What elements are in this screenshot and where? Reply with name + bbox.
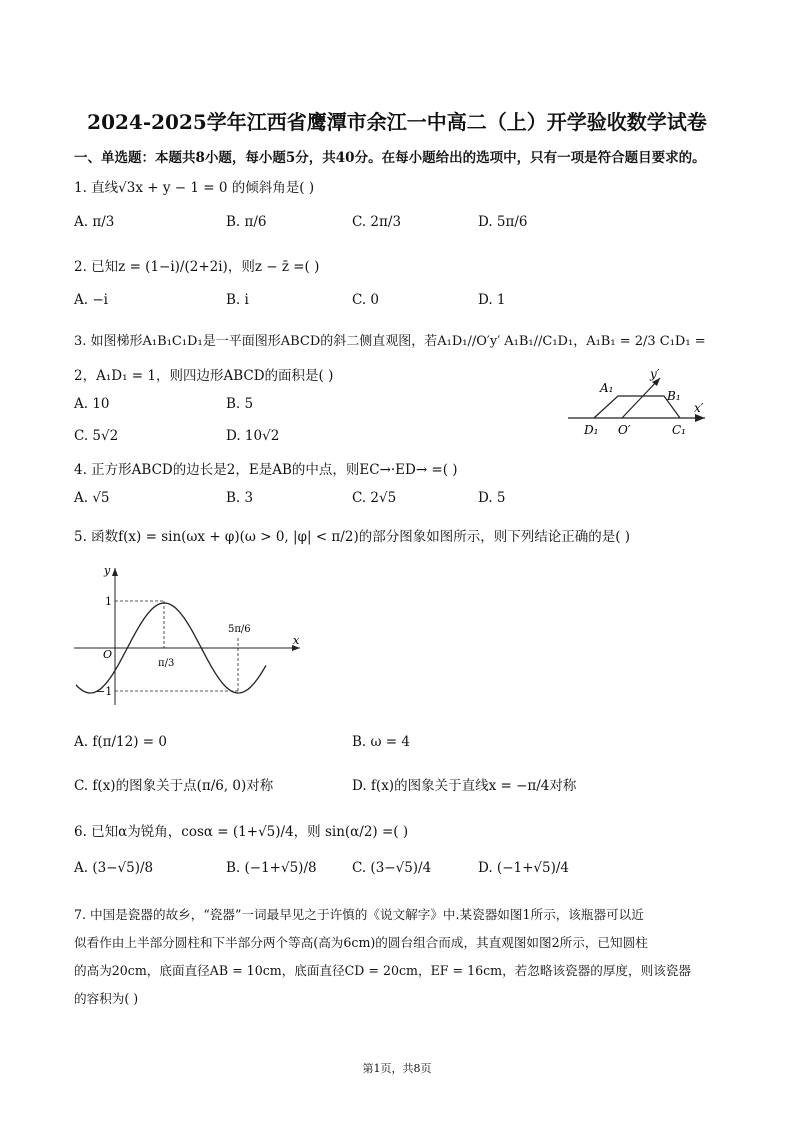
x-axis-label: x xyxy=(293,634,300,647)
q2-option-b: B. i xyxy=(226,292,249,308)
question-7-line4: 的容积为( ) xyxy=(74,991,139,1006)
question-2-stem: 2. 已知z = (1−i)/(2+2i)，则z − z̄ =( ) xyxy=(74,259,320,275)
q6-option-a: A. (3−√5)/8 xyxy=(74,860,154,876)
q4-option-b: B. 3 xyxy=(226,490,254,506)
label-y-prime: y′ xyxy=(650,367,660,381)
section-heading: 一、单选题：本题共8小题，每小题5分，共40分。在每小题给出的选项中，只有一项是符合题目要求的。 xyxy=(74,150,706,166)
label-x-prime: x′ xyxy=(694,401,704,415)
question-5-stem: 5. 函数f(x) = sin(ωx + φ)(ω > 0, |φ| < π/2)的部分图象如图所示，则下列结论正确的是( ) xyxy=(74,529,631,545)
q1-option-b: B. π/6 xyxy=(226,214,267,230)
q3-option-d: D. 10√2 xyxy=(226,428,280,444)
sine-graph-figure xyxy=(68,560,308,710)
question-6-stem: 6. 已知α为锐角，cosα = (1+√5)/4，则 sin(α/2) =( ) xyxy=(74,824,409,840)
q5-option-d: D. f(x)的图象关于直线x = −π/4对称 xyxy=(352,778,577,794)
page-footer: 第1页，共8页 xyxy=(362,1062,432,1075)
label-c1: C₁ xyxy=(672,423,686,437)
q2-option-d: D. 1 xyxy=(478,292,506,308)
q1-option-c: C. 2π/3 xyxy=(352,214,402,230)
question-7-line1: 7. 中国是瓷器的故乡，“瓷器”一词最早见之于许慎的《说文解字》中.某瓷器如图1所示，该瓶器可以近 xyxy=(74,907,644,922)
question-7-line3: 的高为20cm，底面直径AB = 10cm，底面直径CD = 20cm，EF = 16cm，若忽略该瓷器的厚度，则该瓷器 xyxy=(74,963,691,978)
trapezoid-figure xyxy=(560,366,720,442)
q2-option-c: C. 0 xyxy=(352,292,380,308)
q5-option-c: C. f(x)的图象关于点(π/6, 0)对称 xyxy=(74,778,274,794)
q5-option-b: B. ω = 4 xyxy=(352,734,410,750)
question-4-stem: 4. 正方形ABCD的边长是2，E是AB的中点，则EC→·ED→ =( ) xyxy=(74,462,458,478)
exam-title: 2024-2025学年江西省鹰潭市余江一中高二（上）开学验收数学试卷 xyxy=(87,110,707,134)
y-axis-arrow xyxy=(112,568,118,576)
q6-option-d: D. (−1+√5)/4 xyxy=(478,860,569,876)
y-tick-1: 1 xyxy=(105,595,112,608)
x-tick-pi3: π/3 xyxy=(158,658,175,669)
y-axis-label: y xyxy=(104,564,111,577)
x-axis-arrow xyxy=(695,414,705,422)
q5-option-a: A. f(π/12) = 0 xyxy=(74,734,167,750)
q4-option-c: C. 2√5 xyxy=(352,490,397,506)
question-3-stem-line2: 2，A₁D₁ = 1，则四边形ABCD的面积是( ) xyxy=(74,368,334,384)
q2-option-a: A. −i xyxy=(74,292,108,308)
origin-label: O xyxy=(103,648,113,661)
y-tick-neg1: −1 xyxy=(96,685,113,698)
q4-option-a: A. √5 xyxy=(74,490,110,506)
q1-option-a: A. π/3 xyxy=(74,214,115,230)
question-1-stem: 1. 直线√3x + y − 1 = 0 的倾斜角是( ) xyxy=(74,180,315,196)
label-d1: D₁ xyxy=(584,423,599,437)
label-a1: A₁ xyxy=(600,381,614,395)
q6-option-b: B. (−1+√5)/8 xyxy=(226,860,317,876)
label-o-prime: O′ xyxy=(618,423,631,437)
question-7-line2: 似看作由上半部分圆柱和下半部分两个等高(高为6cm)的圆台组合而成，其直观图如图2所示，已知圆柱 xyxy=(74,935,648,950)
q6-option-c: C. (3−√5)/4 xyxy=(352,860,432,876)
x-tick-5pi6: 5π/6 xyxy=(228,624,251,635)
q3-option-b: B. 5 xyxy=(226,396,254,412)
q4-option-d: D. 5 xyxy=(478,490,506,506)
q3-option-a: A. 10 xyxy=(74,396,110,412)
question-3-stem-line1: 3. 如图梯形A₁B₁C₁D₁是一平面图形ABCD的斜二侧直观图，若A₁D₁//O′y′ A₁B₁//C₁D₁，A₁B₁ = 2/3 C₁D₁ = xyxy=(74,334,706,349)
q3-option-c: C. 5√2 xyxy=(74,428,119,444)
y-prime-axis xyxy=(622,378,660,418)
label-b1: B₁ xyxy=(667,389,681,403)
q1-option-d: D. 5π/6 xyxy=(478,214,528,230)
